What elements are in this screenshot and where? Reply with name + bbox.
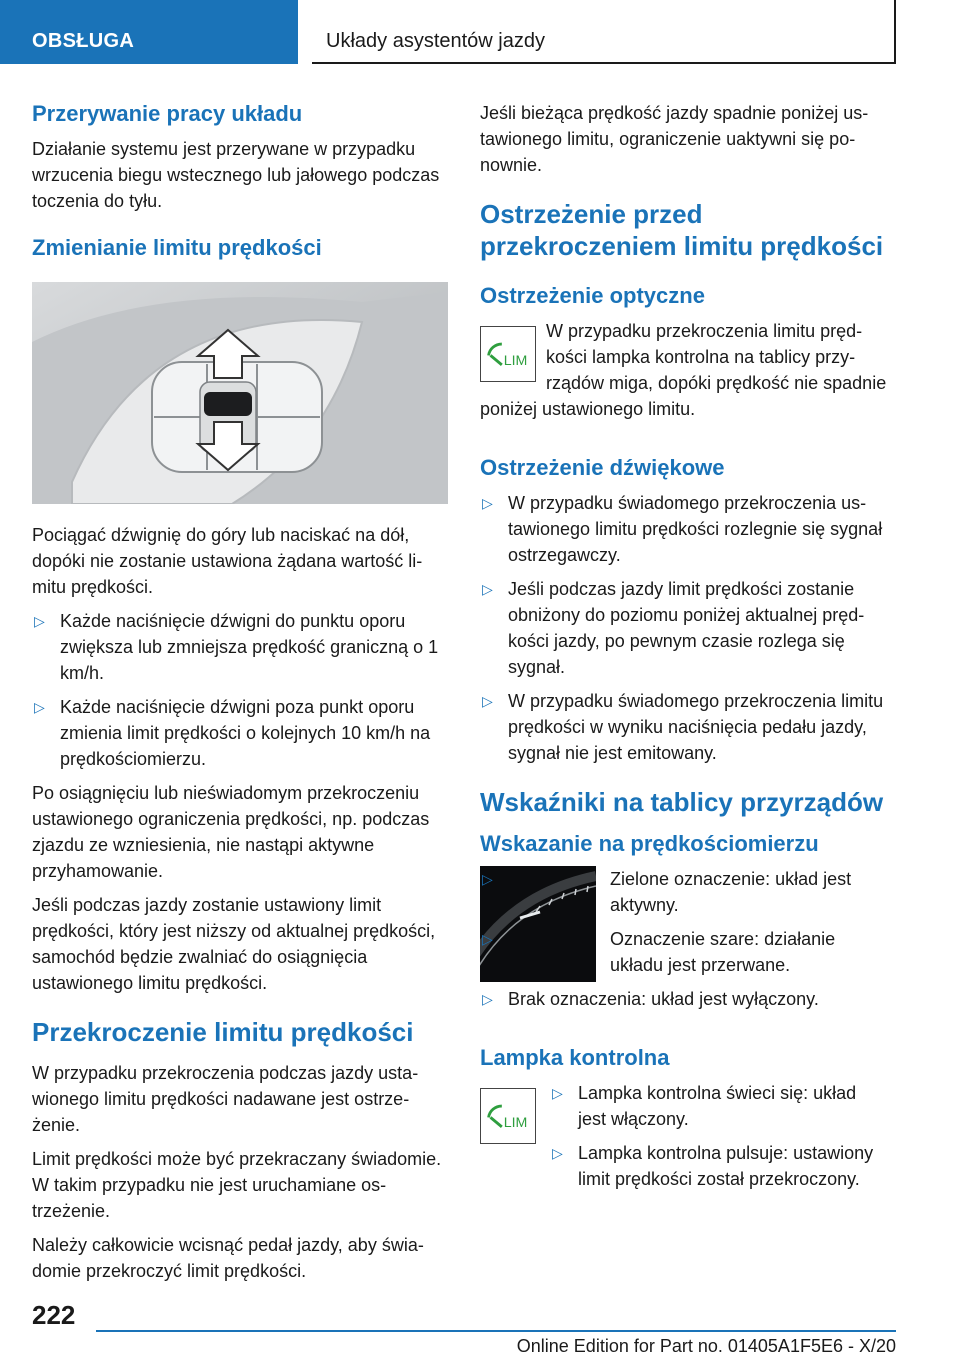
heading-indicator-lamp: Lampka kontrolna bbox=[480, 1045, 670, 1070]
list-item: ▷ W przypadku świadomego przekroczenia ustawionego limitu prędkości rozlegnie się sygnał ostrzegawczy. bbox=[480, 490, 888, 568]
bullet-triangle-icon: ▷ bbox=[482, 693, 493, 709]
lim-indicator-icon bbox=[480, 1088, 536, 1144]
list-item: ▷ Lampka kontrolna pulsuje: ustawiony limit prędkości został przekroczony. bbox=[550, 1140, 888, 1192]
bullet-triangle-icon: ▷ bbox=[34, 613, 45, 629]
bullet-triangle-icon: ▷ bbox=[34, 699, 45, 715]
bullet-triangle-icon: ▷ bbox=[482, 871, 493, 887]
list-item: ▷ Oznaczenie szare: działanie układu jest przerwane. bbox=[480, 926, 888, 978]
page-number: 222 bbox=[32, 1300, 76, 1330]
heading-warning: Ostrzeżenie przed przekroczeniem limitu prędkości bbox=[480, 199, 884, 261]
section-tab: OBSŁUGA bbox=[0, 0, 298, 64]
bullet-triangle-icon: ▷ bbox=[482, 931, 493, 947]
paragraph-interrupt: Działanie systemu jest przerywane w przypadku wrzucenia biegu wstecznego lub jałowego podczas toczenia do tyłu. bbox=[32, 139, 440, 211]
steering-wheel-illustration bbox=[32, 282, 448, 504]
speedometer-bullets bbox=[480, 866, 888, 1012]
lim-indicator-icon bbox=[480, 326, 536, 382]
paragraph-change-limit: Pociągać dźwignię do góry lub naciskać na dół, dopóki nie zostanie ustawiona żądana wartość limitu prędkości. bbox=[32, 525, 423, 597]
list-item: ▷ Jeśli podczas jazdy limit prędkości zostanie obniżony do poziomu poniżej aktualnej prędkości jazdy, po pewnym czasie rozlega się sygnał. bbox=[480, 576, 888, 680]
svg-text:LIM: LIM bbox=[503, 352, 528, 369]
svg-text:LIM: LIM bbox=[503, 1114, 528, 1131]
list-item: ▷ W przypadku świadomego przekroczenia limitu prędkości w wyniku naciśnięcia pedału jazdy, sygnał nie jest emitowany. bbox=[480, 688, 888, 766]
chapter-title: Układy asystentów jazdy bbox=[312, 0, 896, 64]
paragraph-after-1: Po osiągnięciu lub nieświadomym przekroczeniu ustawionego ograniczenia prędkości, np. podczas zjazdu ze wzniesienia, nie nastąpi aktywne przyhamowanie. bbox=[32, 783, 430, 881]
list-item: ▷ Każde naciśnięcie dźwigni poza punkt oporu zmienia limit prędkości o kolejnych 10 km/h na prędkościomierzu. bbox=[32, 694, 448, 772]
indicator-lamp-bullets bbox=[550, 1080, 888, 1192]
footer-divider bbox=[96, 1330, 896, 1332]
acoustic-warning-bullets bbox=[480, 490, 888, 766]
paragraph-reactivate: Jeśli bieżąca prędkość jazdy spadnie poniżej ustawionego limitu, ograniczenie uaktywni się ponownie. bbox=[480, 103, 869, 175]
footer-edition: Online Edition for Part no. 01405A1F5E6 - X/20 bbox=[516, 1336, 896, 1356]
change-limit-bullets bbox=[32, 608, 448, 772]
paragraph-exceed-1: W przypadku przekroczenia podczas jazdy ustawionego limitu prędkości nadawane jest ostrzeżenie. bbox=[32, 1063, 419, 1135]
list-item: ▷ Zielone oznaczenie: układ jest aktywny. bbox=[480, 866, 888, 918]
optical-warning-block bbox=[480, 318, 888, 430]
bullet-triangle-icon: ▷ bbox=[552, 1085, 563, 1101]
heading-change-limit: Zmienianie limitu prędkości bbox=[32, 235, 322, 260]
heading-optical-warning: Ostrzeżenie optyczne bbox=[480, 283, 705, 308]
bullet-triangle-icon: ▷ bbox=[482, 991, 493, 1007]
steering-wheel-rocker-image bbox=[32, 282, 448, 504]
paragraph-after-2: Jeśli podczas jazdy zostanie ustawiony limit prędkości, który jest niższy od aktualnej prędkości, samochód będzie zwalniać do osiągnięcia ustawionego limitu prędkości. bbox=[32, 895, 436, 993]
paragraph-optical-warning: W przypadku przekroczenia limitu prędkości lampka kontrolna na tablicy przyrządów miga, dopóki prędkość nie spadnie poniżej ustawionego limitu. bbox=[480, 321, 887, 419]
paragraph-exceed-3: Należy całkowicie wcisnąć pedał jazdy, aby świadomie przekroczyć limit prędkości. bbox=[32, 1235, 424, 1281]
heading-interrupt: Przerywanie pracy układu bbox=[32, 101, 303, 126]
right-column bbox=[480, 100, 888, 1200]
paragraph-exceed-2: Limit prędkości może być przekraczany świadomie. W takim przypadku nie jest uruchamiane ostrzeżenie. bbox=[32, 1149, 442, 1221]
list-item: ▷ Brak oznaczenia: układ jest wyłączony. bbox=[480, 986, 888, 1012]
bullet-triangle-icon: ▷ bbox=[552, 1145, 563, 1161]
heading-acoustic-warning: Ostrzeżenie dźwiękowe bbox=[480, 455, 725, 480]
speedometer-block bbox=[480, 866, 888, 1020]
left-column bbox=[32, 100, 448, 1292]
heading-exceed-limit: Przekroczenie limitu prędkości bbox=[32, 1017, 414, 1047]
heading-instrument-indicators: Wskaźniki na tablicy przyrządów bbox=[480, 787, 884, 817]
heading-speedometer: Wskazanie na prędkościomierzu bbox=[480, 831, 819, 856]
indicator-lamp-block bbox=[480, 1080, 888, 1200]
bullet-triangle-icon: ▷ bbox=[482, 495, 493, 511]
bullet-triangle-icon: ▷ bbox=[482, 581, 493, 597]
list-item: ▷ Lampka kontrolna świeci się: układ jest włączony. bbox=[550, 1080, 888, 1132]
list-item: ▷ Każde naciśnięcie dźwigni do punktu oporu zwiększa lub zmniejsza prędkość graniczną o 1 km/h. bbox=[32, 608, 448, 686]
